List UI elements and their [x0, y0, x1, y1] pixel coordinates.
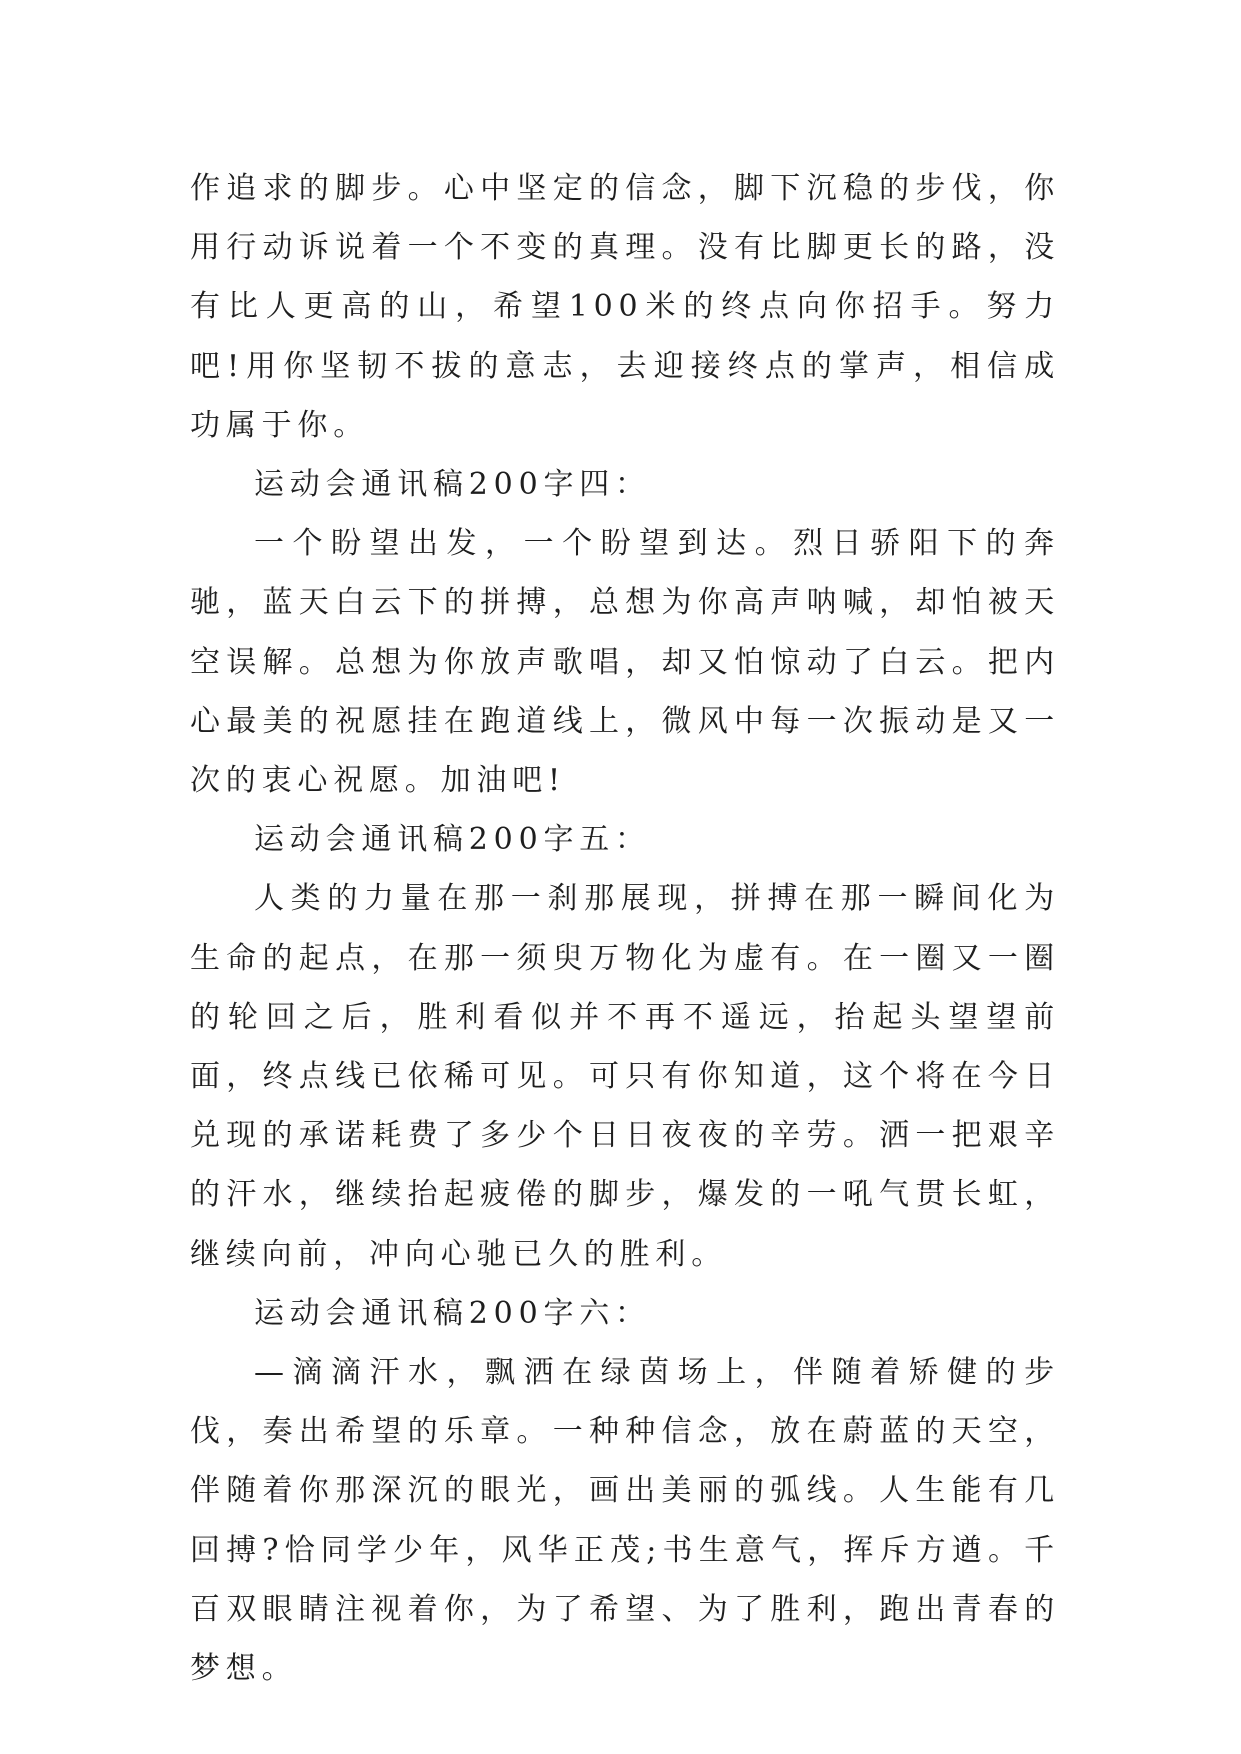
paragraph-section-5: 人类的力量在那一刹那展现，拼搏在那一瞬间化为生命的起点，在那一须臾万物化为虚有。在一圈又一圈的轮回之后，胜利看似并不再不遥远，抬起头望望前面，终点线已依稀可见。可只有你知道，这个将在今日兑现的承诺耗费了多少个日日夜夜的辛劳。洒一把艰辛的汗水，继续抬起疲倦的脚步，爆发的一吼气贯长虹，继续向前，冲向心驰已久的胜利。 [190, 881, 1060, 1272]
paragraph-continuation: 作追求的脚步。心中坚定的信念，脚下沉稳的步伐，你用行动诉说着一个不变的真理。没有比脚更长的路，没有比人更高的山，希望100米的终点向你招手。努力吧!用你坚韧不拔的意志，去迎接终点的掌声，相信成功属于你。 [190, 171, 1060, 443]
paragraph-section-4: 一个盼望出发，一个盼望到达。烈日骄阳下的奔驰，蓝天白云下的拼搏，总想为你高声呐喊，却怕被天空误解。总想为你放声歌唱，却又怕惊动了白云。把内心最美的祝愿挂在跑道线上，微风中每一次振动是又一次的衷心祝愿。加油吧! [190, 526, 1060, 799]
section-heading-6: 运动会通讯稿200字六： [254, 1295, 651, 1331]
section-heading-5: 运动会通讯稿200字五： [254, 822, 651, 858]
section-heading-4: 运动会通讯稿200字四： [254, 467, 651, 503]
paragraph-section-6: —滴滴汗水，飘洒在绿茵场上，伴随着矫健的步伐，奏出希望的乐章。一种种信念，放在蔚蓝的天空，伴随着你那深沉的眼光，画出美丽的弧线。人生能有几回搏?恰同学少年，风华正茂;书生意气，挥斥方遒。千百双眼睛注视着你，为了希望、为了胜利，跑出青春的梦想。 [190, 1355, 1060, 1687]
document-body [190, 159, 1060, 1698]
